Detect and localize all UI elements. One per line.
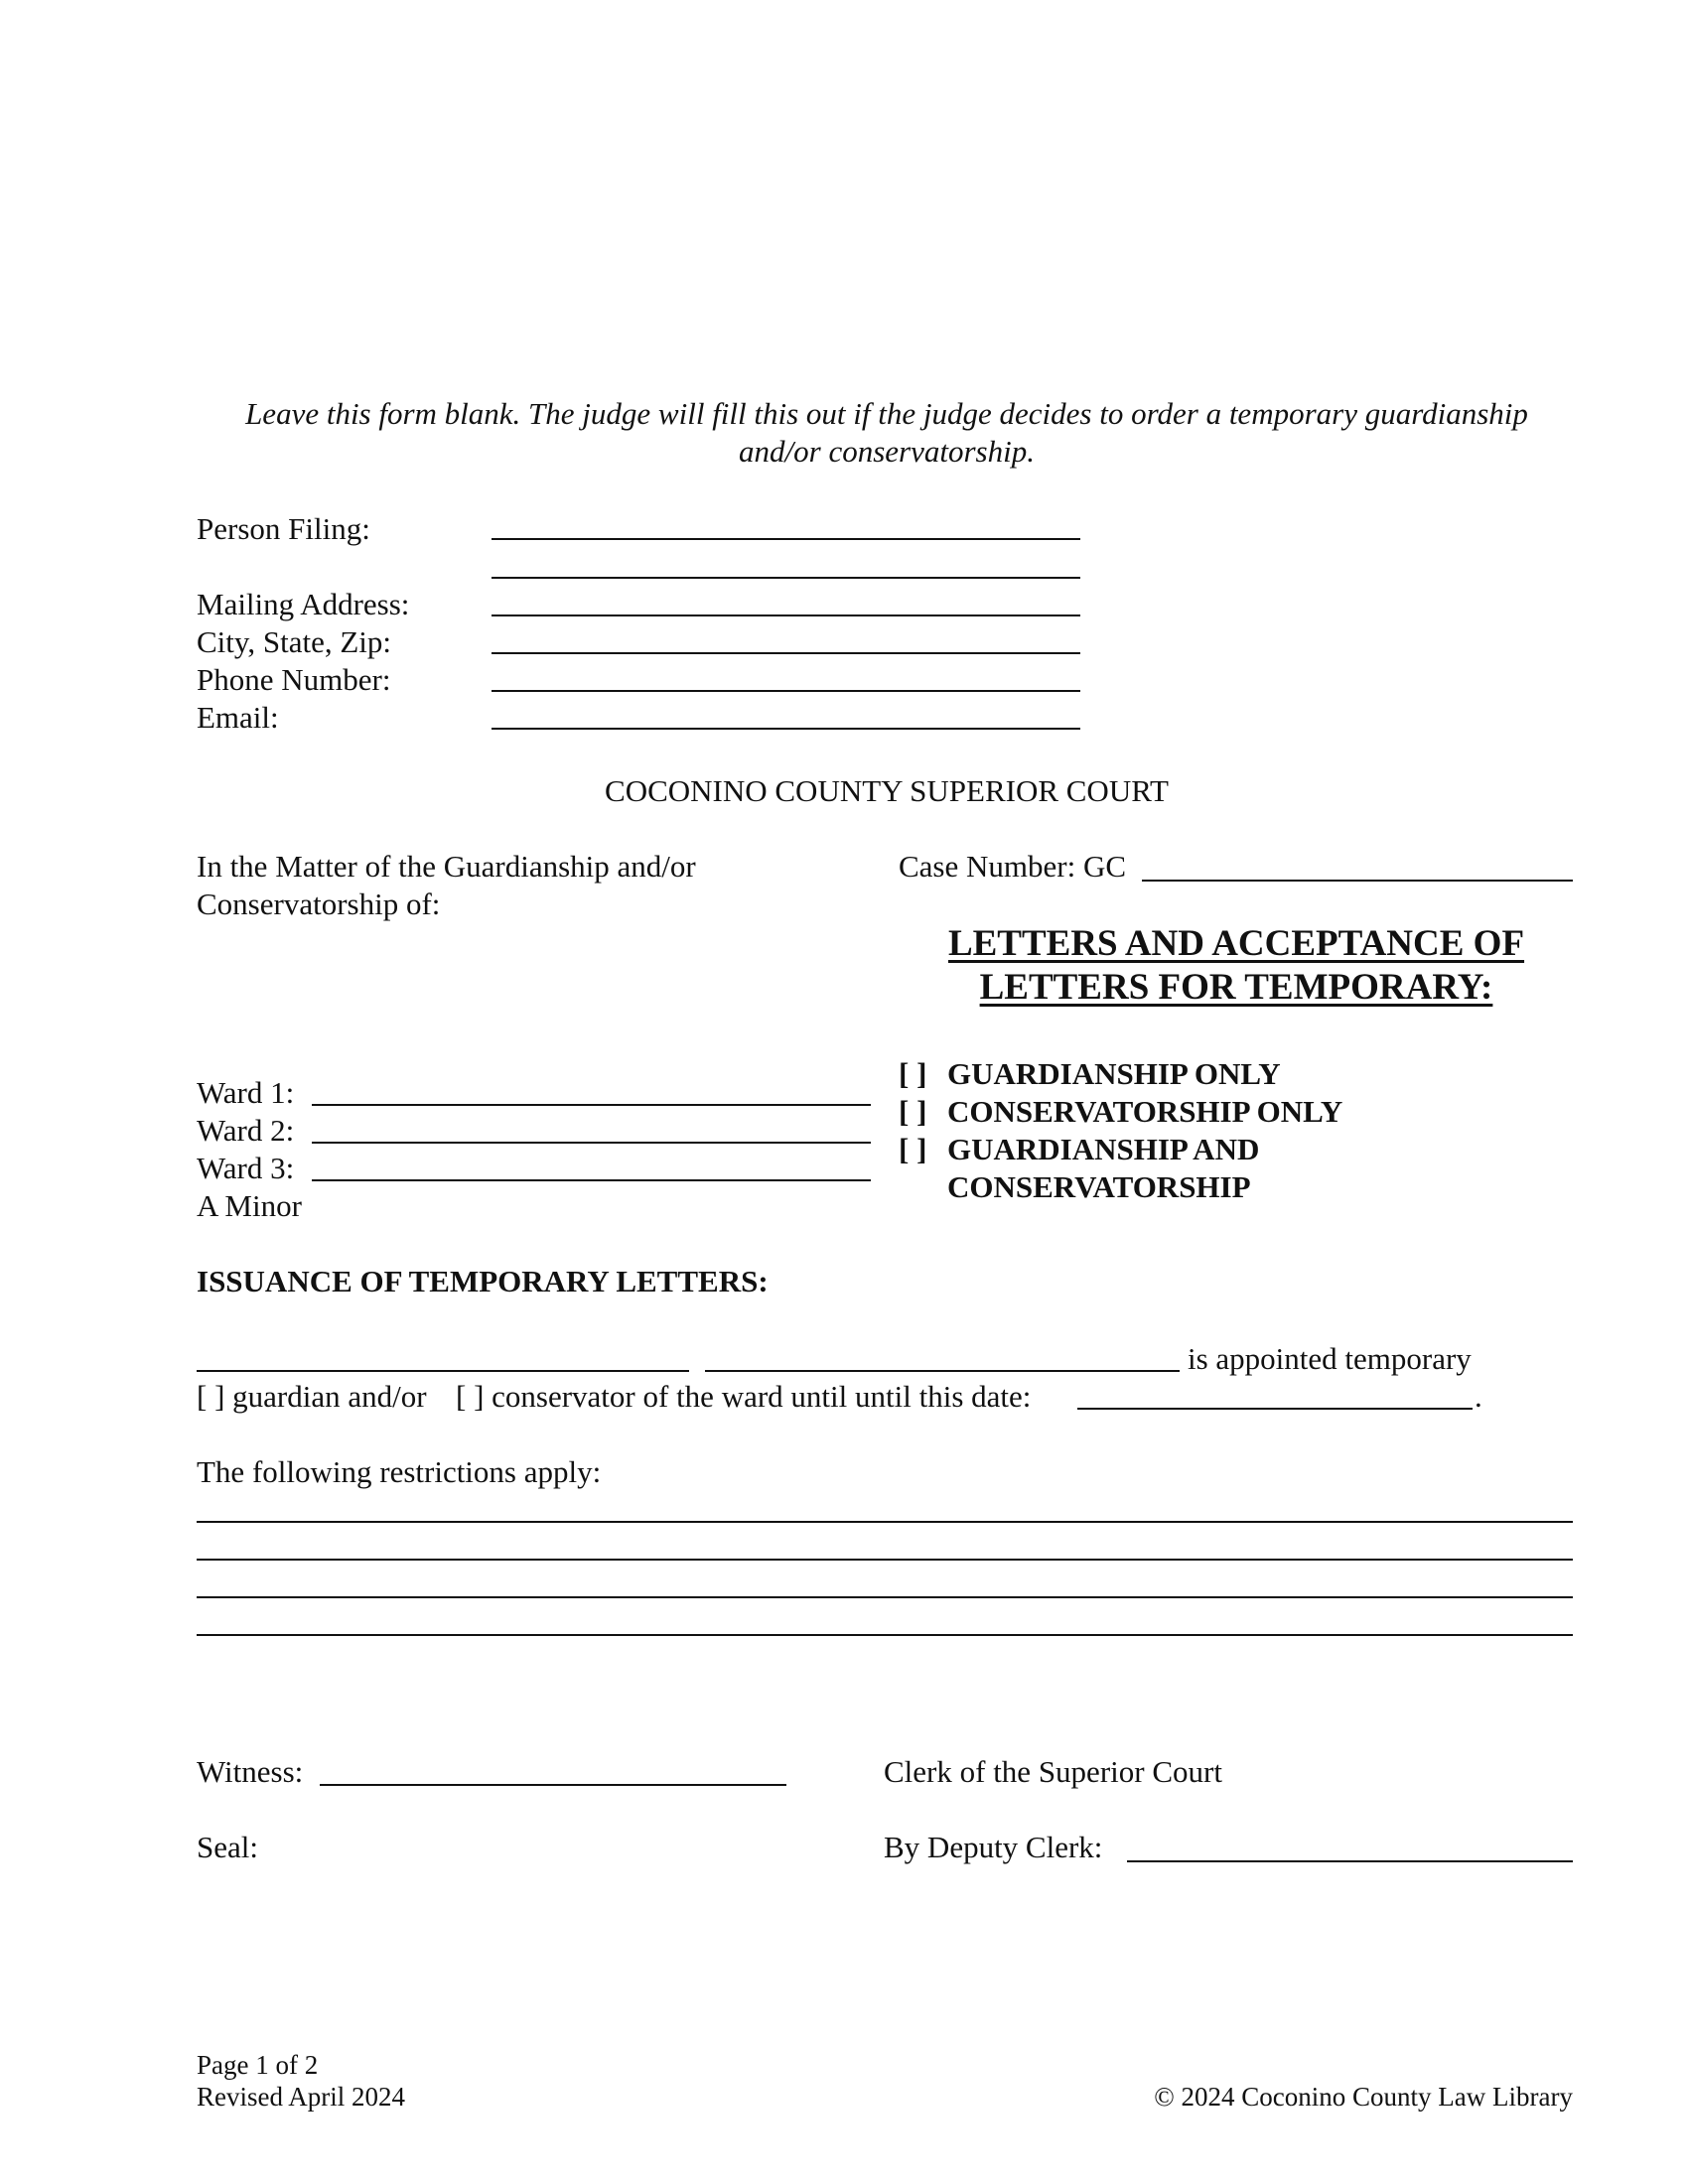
deputy-clerk-line[interactable] (1127, 1860, 1573, 1862)
ward-1-label: Ward 1: (197, 1075, 295, 1110)
until-date-period: . (1475, 1379, 1482, 1414)
phone-number-line[interactable] (492, 690, 1080, 692)
ward-2-line[interactable] (312, 1142, 871, 1144)
guardianship-and-label-line-1: GUARDIANSHIP AND (947, 1132, 1260, 1166)
witness-label: Witness: (197, 1754, 304, 1789)
copyright: © 2024 Coconino County Law Library (1154, 2082, 1573, 2112)
conservator-checkbox-label[interactable]: [ ] conservator of the ward until until this date: (456, 1379, 1032, 1414)
email-label: Email: (197, 700, 279, 735)
restrictions-line-2[interactable] (197, 1559, 1573, 1561)
case-number-line[interactable] (1142, 880, 1573, 882)
page-number: Page 1 of 2 (197, 2050, 319, 2080)
appointed-text: is appointed temporary (1188, 1341, 1472, 1376)
appointee-name-line-2[interactable] (705, 1370, 1180, 1372)
case-number-label: Case Number: GC (899, 849, 1127, 884)
a-minor-label: A Minor (197, 1188, 302, 1223)
ward-1-line[interactable] (312, 1104, 871, 1106)
restrictions-label: The following restrictions apply: (197, 1454, 602, 1489)
guardianship-and-conservatorship-checkbox[interactable]: [ ] (899, 1132, 927, 1166)
ward-3-label: Ward 3: (197, 1151, 295, 1185)
restrictions-line-1[interactable] (197, 1521, 1573, 1523)
instruction-line-1: Leave this form blank. The judge will fill this out if the judge decides to order a temporary guardianship (245, 396, 1528, 431)
form-title-line-1: LETTERS AND ACCEPTANCE OF (947, 923, 1525, 964)
person-filing-line-1[interactable] (492, 538, 1080, 540)
person-filing-label: Person Filing: (197, 511, 370, 546)
restrictions-line-4[interactable] (197, 1634, 1573, 1636)
mailing-address-label: Mailing Address: (197, 587, 410, 621)
guardianship-and-label-line-2: CONSERVATORSHIP (947, 1169, 1251, 1204)
restrictions-line-3[interactable] (197, 1596, 1573, 1598)
ward-2-label: Ward 2: (197, 1113, 295, 1148)
city-state-zip-line[interactable] (492, 652, 1080, 654)
matter-line-2: Conservatorship of: (197, 887, 441, 921)
clerk-label: Clerk of the Superior Court (884, 1754, 1222, 1789)
conservatorship-only-checkbox[interactable]: [ ] (899, 1094, 927, 1129)
city-state-zip-label: City, State, Zip: (197, 624, 392, 659)
guardian-checkbox-label[interactable]: [ ] guardian and/or (197, 1379, 427, 1414)
witness-line[interactable] (320, 1784, 786, 1786)
matter-line-1: In the Matter of the Guardianship and/or (197, 849, 696, 884)
court-name: COCONINO COUNTY SUPERIOR COURT (605, 773, 1169, 808)
issuance-heading: ISSUANCE OF TEMPORARY LETTERS: (197, 1264, 769, 1298)
conservatorship-only-label: CONSERVATORSHIP ONLY (947, 1094, 1343, 1129)
seal-label: Seal: (197, 1830, 258, 1864)
revised-date: Revised April 2024 (197, 2082, 405, 2112)
ward-3-line[interactable] (312, 1179, 871, 1181)
instruction-line-2: and/or conservatorship. (739, 434, 1035, 469)
appointee-name-line-1[interactable] (197, 1370, 689, 1372)
guardianship-only-checkbox[interactable]: [ ] (899, 1056, 927, 1091)
form-title-line-2: LETTERS FOR TEMPORARY: (979, 967, 1493, 1008)
person-filing-line-2[interactable] (492, 577, 1080, 579)
mailing-address-line[interactable] (492, 614, 1080, 616)
phone-number-label: Phone Number: (197, 662, 391, 697)
deputy-clerk-label: By Deputy Clerk: (884, 1830, 1103, 1864)
guardianship-only-label: GUARDIANSHIP ONLY (947, 1056, 1281, 1091)
email-line[interactable] (492, 728, 1080, 730)
until-date-line[interactable] (1077, 1408, 1473, 1410)
